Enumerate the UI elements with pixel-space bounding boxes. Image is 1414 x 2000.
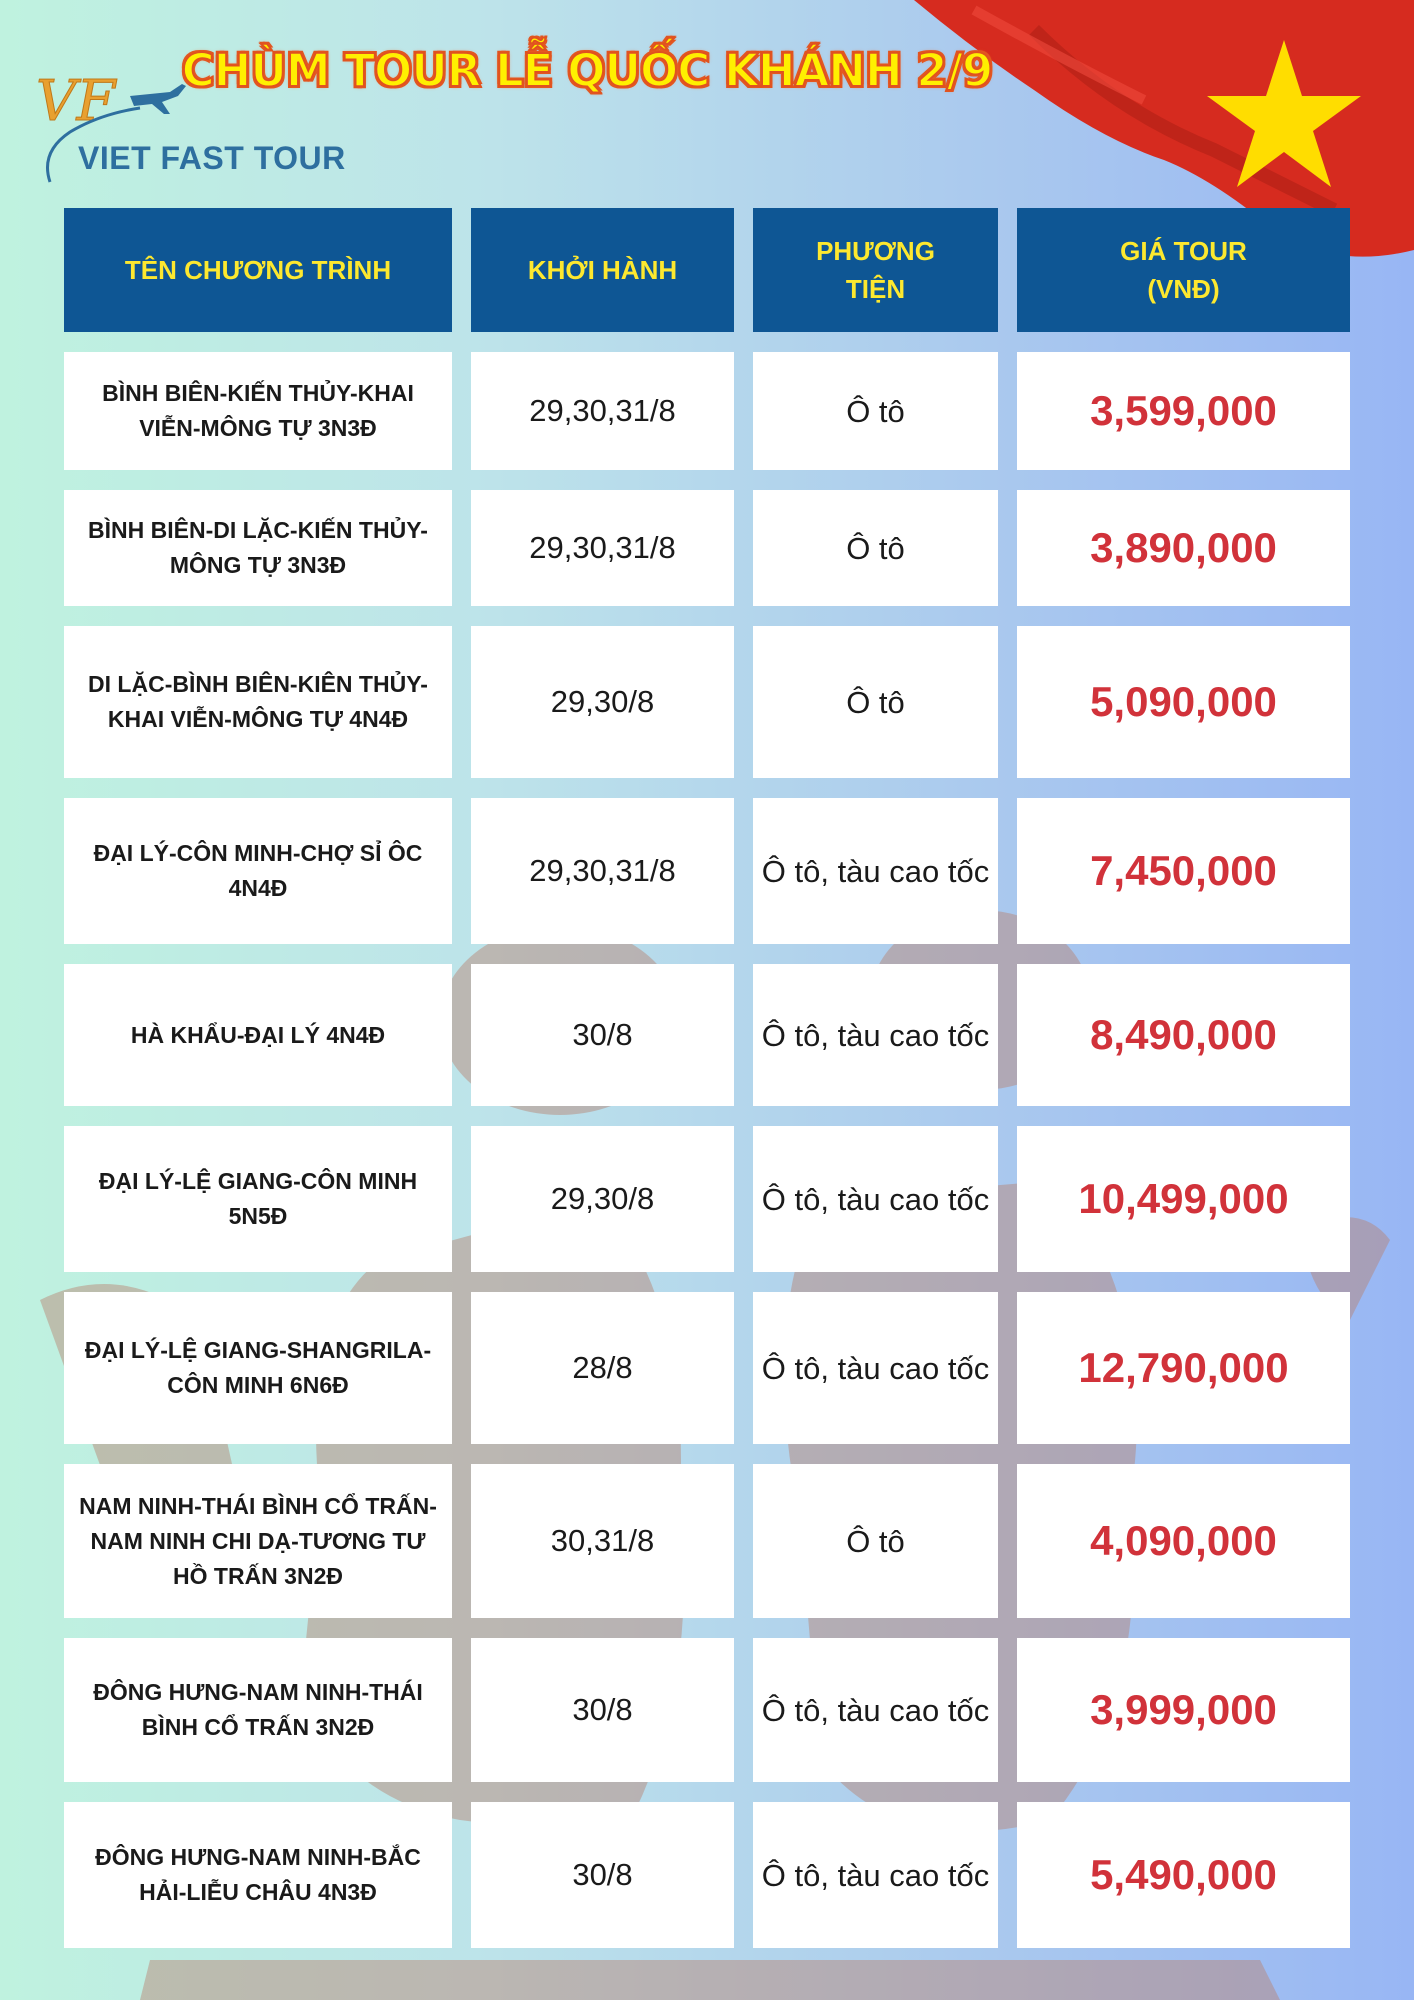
tour-price: 10,499,000 <box>1017 1126 1350 1272</box>
tour-price: 3,890,000 <box>1017 490 1350 606</box>
tour-name: NAM NINH-THÁI BÌNH CỔ TRẤN-NAM NINH CHI DẠ-TƯƠNG TƯ HỒ TRẤN 3N2Đ <box>64 1464 452 1618</box>
table-header-row <box>64 208 1350 332</box>
table-row <box>64 1638 1350 1782</box>
table-row <box>64 1802 1350 1948</box>
vehicle: Ô tô <box>753 626 998 778</box>
departure-date: 30,31/8 <box>471 1464 734 1618</box>
column-header-price-label: GIÁ TOUR (VNĐ) <box>1120 236 1247 304</box>
tour-price: 5,490,000 <box>1017 1802 1350 1948</box>
departure-date: 29,30/8 <box>471 626 734 778</box>
vehicle: Ô tô, tàu cao tốc <box>753 1292 998 1444</box>
table-row <box>64 798 1350 944</box>
column-header-name: TÊN CHƯƠNG TRÌNH <box>64 208 452 332</box>
tour-name: HÀ KHẨU-ĐẠI LÝ 4N4Đ <box>64 964 452 1106</box>
table-row <box>64 1464 1350 1618</box>
tour-name: ĐẠI LÝ-LỆ GIANG-SHANGRILA-CÔN MINH 6N6Đ <box>64 1292 452 1444</box>
departure-date: 29,30,31/8 <box>471 798 734 944</box>
departure-date: 30/8 <box>471 1802 734 1948</box>
logo-mark: VF <box>36 69 116 134</box>
column-header-departure: KHỞI HÀNH <box>471 208 734 332</box>
departure-date: 29,30,31/8 <box>471 490 734 606</box>
table-row <box>64 1292 1350 1444</box>
logo-text: VIET FAST TOUR <box>78 140 346 176</box>
tour-price: 3,999,000 <box>1017 1638 1350 1782</box>
vehicle: Ô tô, tàu cao tốc <box>753 1802 998 1948</box>
tour-name: ĐẠI LÝ-CÔN MINH-CHỢ SỈ ÔC 4N4Đ <box>64 798 452 944</box>
tour-name: ĐẠI LÝ-LỆ GIANG-CÔN MINH 5N5Đ <box>64 1126 452 1272</box>
page-title: CHÙM TOUR LỄ QUỐC KHÁNH 2/9 <box>181 44 993 97</box>
tour-price: 7,450,000 <box>1017 798 1350 944</box>
tour-name: ĐÔNG HƯNG-NAM NINH-THÁI BÌNH CỔ TRẤN 3N2Đ <box>64 1638 452 1782</box>
vehicle: Ô tô, tàu cao tốc <box>753 964 998 1106</box>
column-header-vehicle-label: PHƯƠNG TIỆN <box>816 236 935 304</box>
table-row <box>64 352 1350 470</box>
departure-date: 30/8 <box>471 1638 734 1782</box>
vehicle: Ô tô <box>753 490 998 606</box>
departure-date: 30/8 <box>471 964 734 1106</box>
table-row <box>64 490 1350 606</box>
vehicle: Ô tô, tàu cao tốc <box>753 1126 998 1272</box>
departure-date: 29,30/8 <box>471 1126 734 1272</box>
tour-name: BÌNH BIÊN-DI LẶC-KIẾN THỦY-MÔNG TỰ 3N3Đ <box>64 490 452 606</box>
vehicle: Ô tô, tàu cao tốc <box>753 1638 998 1782</box>
tour-price: 3,599,000 <box>1017 352 1350 470</box>
tour-price: 8,490,000 <box>1017 964 1350 1106</box>
tour-price: 4,090,000 <box>1017 1464 1350 1618</box>
tour-name: DI LẶC-BÌNH BIÊN-KIÊN THỦY-KHAI VIỄN-MÔNG TỰ 4N4Đ <box>64 626 452 778</box>
vehicle: Ô tô, tàu cao tốc <box>753 798 998 944</box>
table-row <box>64 964 1350 1106</box>
column-header-price <box>1017 208 1350 332</box>
tour-name: BÌNH BIÊN-KIẾN THỦY-KHAI VIỄN-MÔNG TỰ 3N3Đ <box>64 352 452 470</box>
column-header-vehicle <box>753 208 998 332</box>
tour-price: 12,790,000 <box>1017 1292 1350 1444</box>
vehicle: Ô tô <box>753 352 998 470</box>
departure-date: 28/8 <box>471 1292 734 1444</box>
departure-date: 29,30,31/8 <box>471 352 734 470</box>
tour-price: 5,090,000 <box>1017 626 1350 778</box>
table-row <box>64 626 1350 778</box>
table-row <box>64 1126 1350 1272</box>
vehicle: Ô tô <box>753 1464 998 1618</box>
tour-name: ĐÔNG HƯNG-NAM NINH-BẮC HẢI-LIỄU CHÂU 4N3Đ <box>64 1802 452 1948</box>
